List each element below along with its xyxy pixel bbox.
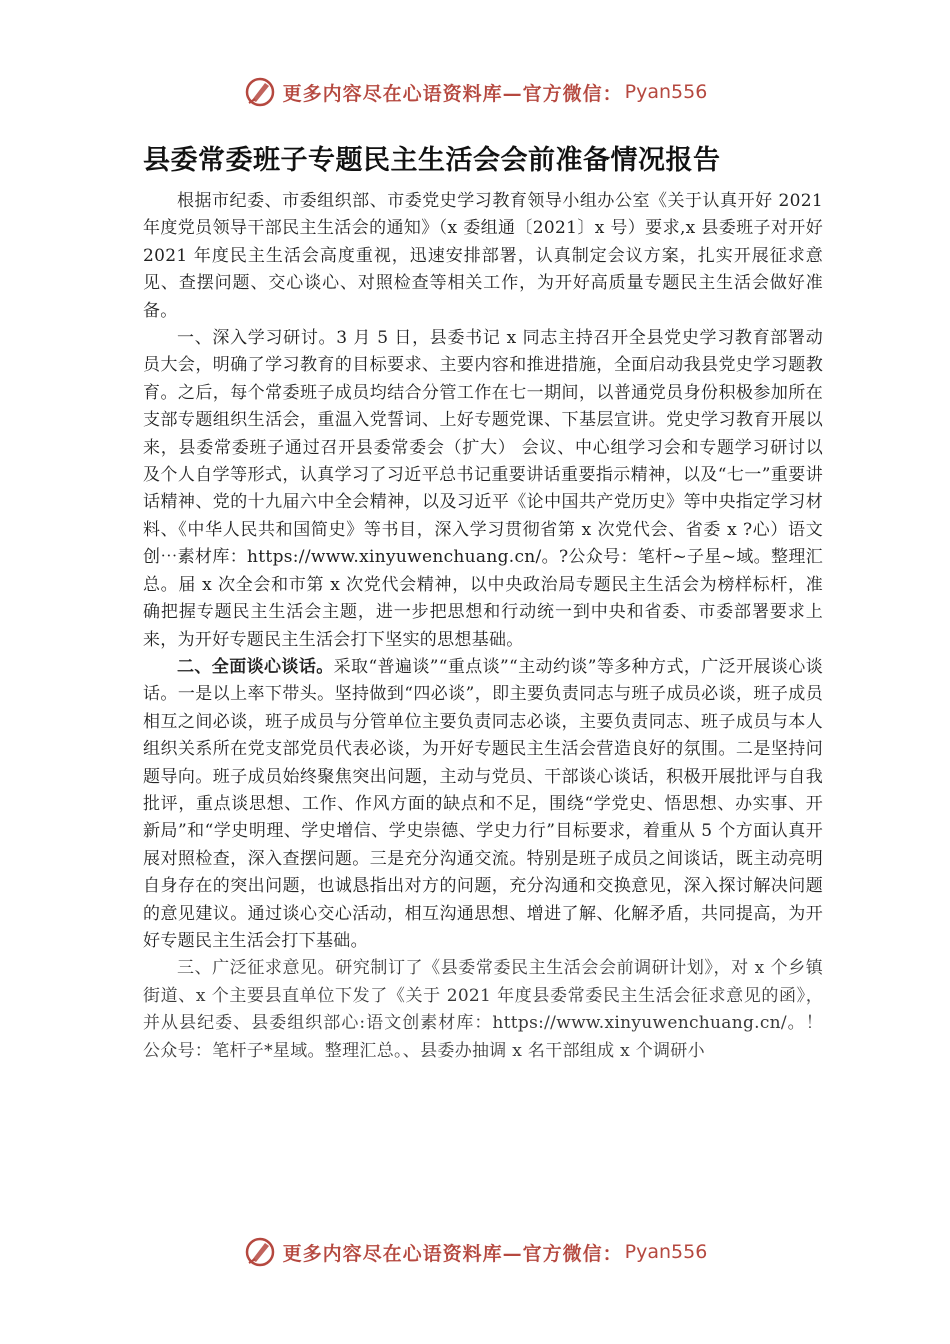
header-banner	[0, 72, 950, 112]
quill-circle-logo-icon	[243, 75, 277, 109]
paragraph	[143, 955, 823, 1065]
banner-wechat-id: Pyan556	[624, 81, 708, 103]
document-body	[143, 188, 823, 1065]
banner-text: 更多内容尽在心语资料库—官方微信：	[282, 82, 623, 105]
document-title: 县委常委班子专题民主生活会会前准备情况报告	[143, 145, 721, 176]
paragraph-text: 三、广泛征求意见。研究制订了《县委常委民主生活会会前调研计划》，对 x 个乡镇街道、x 个主要县直单位下发了《关于 2021 年度县委常委民主生活会征求意见的函》，并从县纪委、县委组织部心:语文创素材库：https://www.xinyuwenchuang.cn/。！公众号：笔杆子*星域。整理汇总。、县委办抽调 x 名干部组成 x 个调研小	[143, 958, 823, 1061]
paragraph	[143, 188, 823, 325]
paragraph-text: 采取“普遍谈”“重点谈”“主动约谈”等多种方式，广泛开展谈心谈话。一是以上率下带头。坚持做到“四必谈”，即主要负责同志与班子成员必谈，班子成员相互之间必谈，班子成员与分管单位主要负责同志必谈，主要负责同志、班子成员与本人组织关系所在党支部党员代表必谈，为开好专题民主生活会营造良好的氛围。二是坚持问题导向。班子成员始终聚焦突出问题，主动与党员、干部谈心谈话，积极开展批评与自我批评，重点谈思想、工作、作风方面的缺点和不足，围绕“学党史、悟思想、办实事、开新局”和“学史明理、学史增信、学史崇德、学史力行”目标要求，着重从 5 个方面认真开展对照检查，深入查摆问题。三是充分沟通交流。特别是班子成员之间谈话，既主动亮明自身存在的突出问题，也诚恳指出对方的问题，充分沟通和交换意见，深入探讨解决问题的意见建议。通过谈心交心活动，相互沟通思想、增进了解、化解矛盾，共同提高，为开好专题民主生活会打下基础。	[143, 656, 823, 951]
banner-wechat-id: Pyan556	[624, 1241, 708, 1263]
paragraph-heading: 二、全面谈心谈话。	[177, 656, 334, 677]
paragraph	[143, 325, 823, 654]
banner-text: 更多内容尽在心语资料库—官方微信：	[282, 1242, 623, 1265]
footer-banner	[0, 1232, 950, 1272]
paragraph-text: 一、深入学习研讨。3 月 5 日，县委书记 x 同志主持召开全县党史学习教育部署动员大会，明确了学习教育的目标要求、主要内容和推进措施，全面启动我县党史学习题教育。之后，每个常委班子成员均结合分管工作在七一期间，以普通党员身份积极参加所在支部专题组织生活会，重温入党誓词、上好专题党课、下基层宣讲。党史学习教育开展以来，县委常委班子通过召开县委常委会（扩大） 会议、中心组学习会和专题学习研讨以及个人自学等形式，认真学习了习近平总书记重要讲话重要指示精神，以及“七一”重要讲话精神、党的十九届六中全会精神，以及习近平《论中国共产党历史》等中央指定学习材料、《中华人民共和国简史》等书目，深入学习贯彻省第 x 次党代会、省委 x ?心）语文创⋯素材库：https://www.xinyuwenchuang.cn/。?公众号：笔杆~子星~域。整理汇总。届 x 次全会和市第 x 次党代会精神，以中央政治局专题民主生活会为榜样标杆，准确把握专题民主生活会主题，进一步把思想和行动统一到中央和省委、市委部署要求上来，为开好专题民主生活会打下坚实的思想基础。	[143, 328, 823, 650]
quill-circle-logo-icon	[243, 1235, 277, 1269]
paragraph-text: 根据市纪委、市委组织部、市委党史学习教育领导小组办公室《关于认真开好 2021 年度党员领导干部民主生活会的通知》（x 委组通〔2021〕x 号）要求,x 县委班子对开好 2021 年度民主生活会高度重视，迅速安排部署，认真制定会议方案，扎实开展征求意见、查摆问题、交心谈心、对照检查等相关工作，为开好高质量专题民主生活会做好准备。	[143, 191, 823, 321]
paragraph	[143, 654, 823, 955]
